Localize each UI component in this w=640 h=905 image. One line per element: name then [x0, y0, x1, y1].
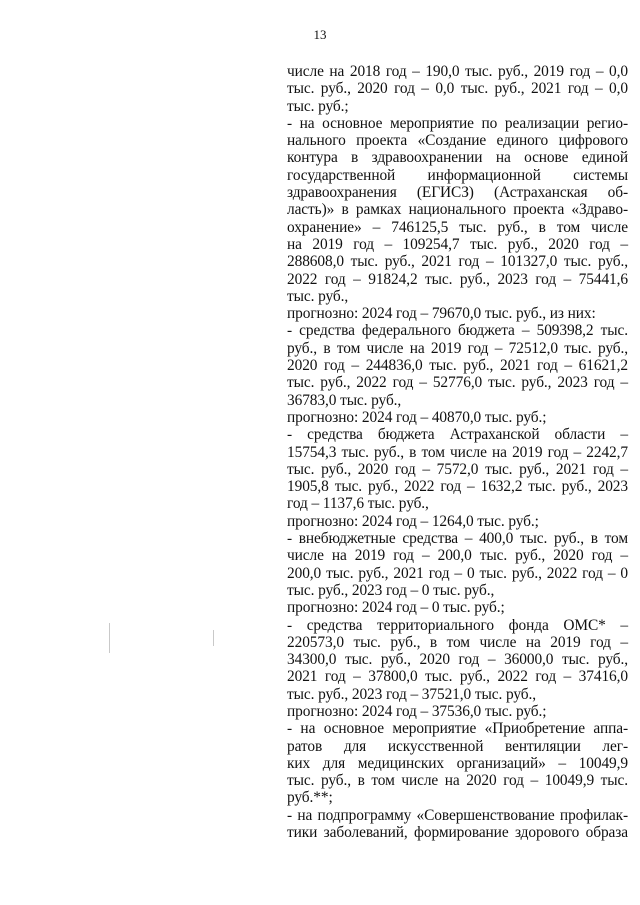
text-line: 2021 год – 37800,0 тыс. руб., 2022 год – 37416,0	[287, 668, 628, 686]
text-line: прогнозно: 2024 год – 40870,0 тыс. руб.;	[287, 408, 547, 426]
text-line: 220573,0 тыс. руб., в том числе на 2019 год –	[287, 633, 628, 651]
text-line: год – 1137,6 тыс. руб.,	[287, 495, 429, 513]
text-line: ласть)» в рамках национального проекта «Здраво-	[287, 201, 628, 219]
text-line: прогнозно: 2024 год – 79670,0 тыс. руб., из них:	[287, 305, 596, 323]
text-line: охранение» – 746125,5 тыс. руб., в том числе	[287, 218, 628, 236]
text-line: - средства федерального бюджета – 509398,2 тыс.	[287, 322, 628, 340]
text-line: тыс. руб.,	[287, 287, 349, 305]
text-line: 200,0 тыс. руб., 2021 год – 0 тыс. руб., 2022 год – 0	[287, 564, 628, 582]
document-text-column	[287, 63, 628, 841]
scan-margin-mark	[213, 630, 214, 646]
page-number: 13	[313, 27, 327, 42]
text-line: числе на 2019 год – 200,0 тыс. руб., 2020 год –	[287, 547, 628, 565]
text-line: - на основное мероприятие «Приобретение аппа-	[287, 720, 628, 738]
text-line: - внебюджетные средства – 400,0 тыс. руб., в том	[287, 530, 628, 548]
text-line: 34300,0 тыс. руб., 2020 год – 36000,0 тыс. руб.,	[287, 651, 628, 669]
text-line: прогнозно: 2024 год – 0 тыс. руб.;	[287, 599, 505, 617]
text-line: контура в здравоохранении на основе единой	[287, 149, 628, 167]
text-line: - средства территориального фонда ОМС* –	[287, 616, 628, 634]
text-line: - средства бюджета Астраханской области –	[287, 426, 628, 444]
text-line: государственной информационной системы	[287, 166, 628, 184]
text-line: тыс. руб., 2020 год – 7572,0 тыс. руб., 2021 год –	[287, 460, 628, 478]
text-line: тики заболеваний, формирование здорового образа	[287, 824, 628, 842]
text-line: тыс. руб., в том числе на 2020 год – 10049,9 тыс.	[287, 772, 628, 790]
text-line: руб.**;	[287, 789, 333, 807]
text-line: числе на 2018 год – 190,0 тыс. руб., 2019 год – 0,0	[287, 63, 628, 80]
text-line: - на подпрограмму «Совершенствование профилак-	[287, 806, 628, 824]
text-line: прогнозно: 2024 год – 1264,0 тыс. руб.;	[287, 512, 539, 530]
text-line: прогнозно: 2024 год – 37536,0 тыс. руб.;	[287, 702, 547, 720]
text-line: 15754,3 тыс. руб., в том числе на 2019 год – 2242,7	[287, 443, 628, 461]
text-line: ких для медицинских организаций» – 10049,9	[287, 754, 628, 772]
text-line: тыс. руб., 2020 год – 0,0 тыс. руб., 2021 год – 0,0	[287, 80, 628, 98]
text-line: нального проекта «Создание единого цифрового	[287, 132, 628, 150]
text-line: тыс. руб., 2023 год – 0 тыс. руб.,	[287, 581, 495, 599]
scan-margin-mark	[109, 623, 110, 653]
text-line: тыс. руб., 2023 год – 37521,0 тыс. руб.,	[287, 685, 536, 703]
text-line: 36783,0 тыс. руб.,	[287, 391, 402, 409]
text-line: тыс. руб., 2022 год – 52776,0 тыс. руб., 2023 год –	[287, 374, 628, 392]
text-line: ратов для искусственной вентиляции лег-	[287, 737, 628, 755]
text-line: - на основное мероприятие по реализации регио-	[287, 114, 628, 132]
text-line: 288608,0 тыс. руб., 2021 год – 101327,0 тыс. руб.,	[287, 253, 628, 271]
text-line: руб., в том числе на 2019 год – 72512,0 тыс. руб.,	[287, 339, 628, 357]
text-line: на 2019 год – 109254,7 тыс. руб., 2020 год –	[287, 235, 628, 253]
text-line: 2020 год – 244836,0 тыс. руб., 2021 год – 61621,2	[287, 357, 628, 375]
text-line: здравоохранения (ЕГИСЗ) (Астраханская об-	[287, 184, 628, 202]
text-line: 2022 год – 91824,2 тыс. руб., 2023 год – 75441,6	[287, 270, 628, 288]
text-line: тыс. руб.;	[287, 97, 349, 115]
text-line: 1905,8 тыс. руб., 2022 год – 1632,2 тыс. руб., 2023	[287, 478, 628, 496]
